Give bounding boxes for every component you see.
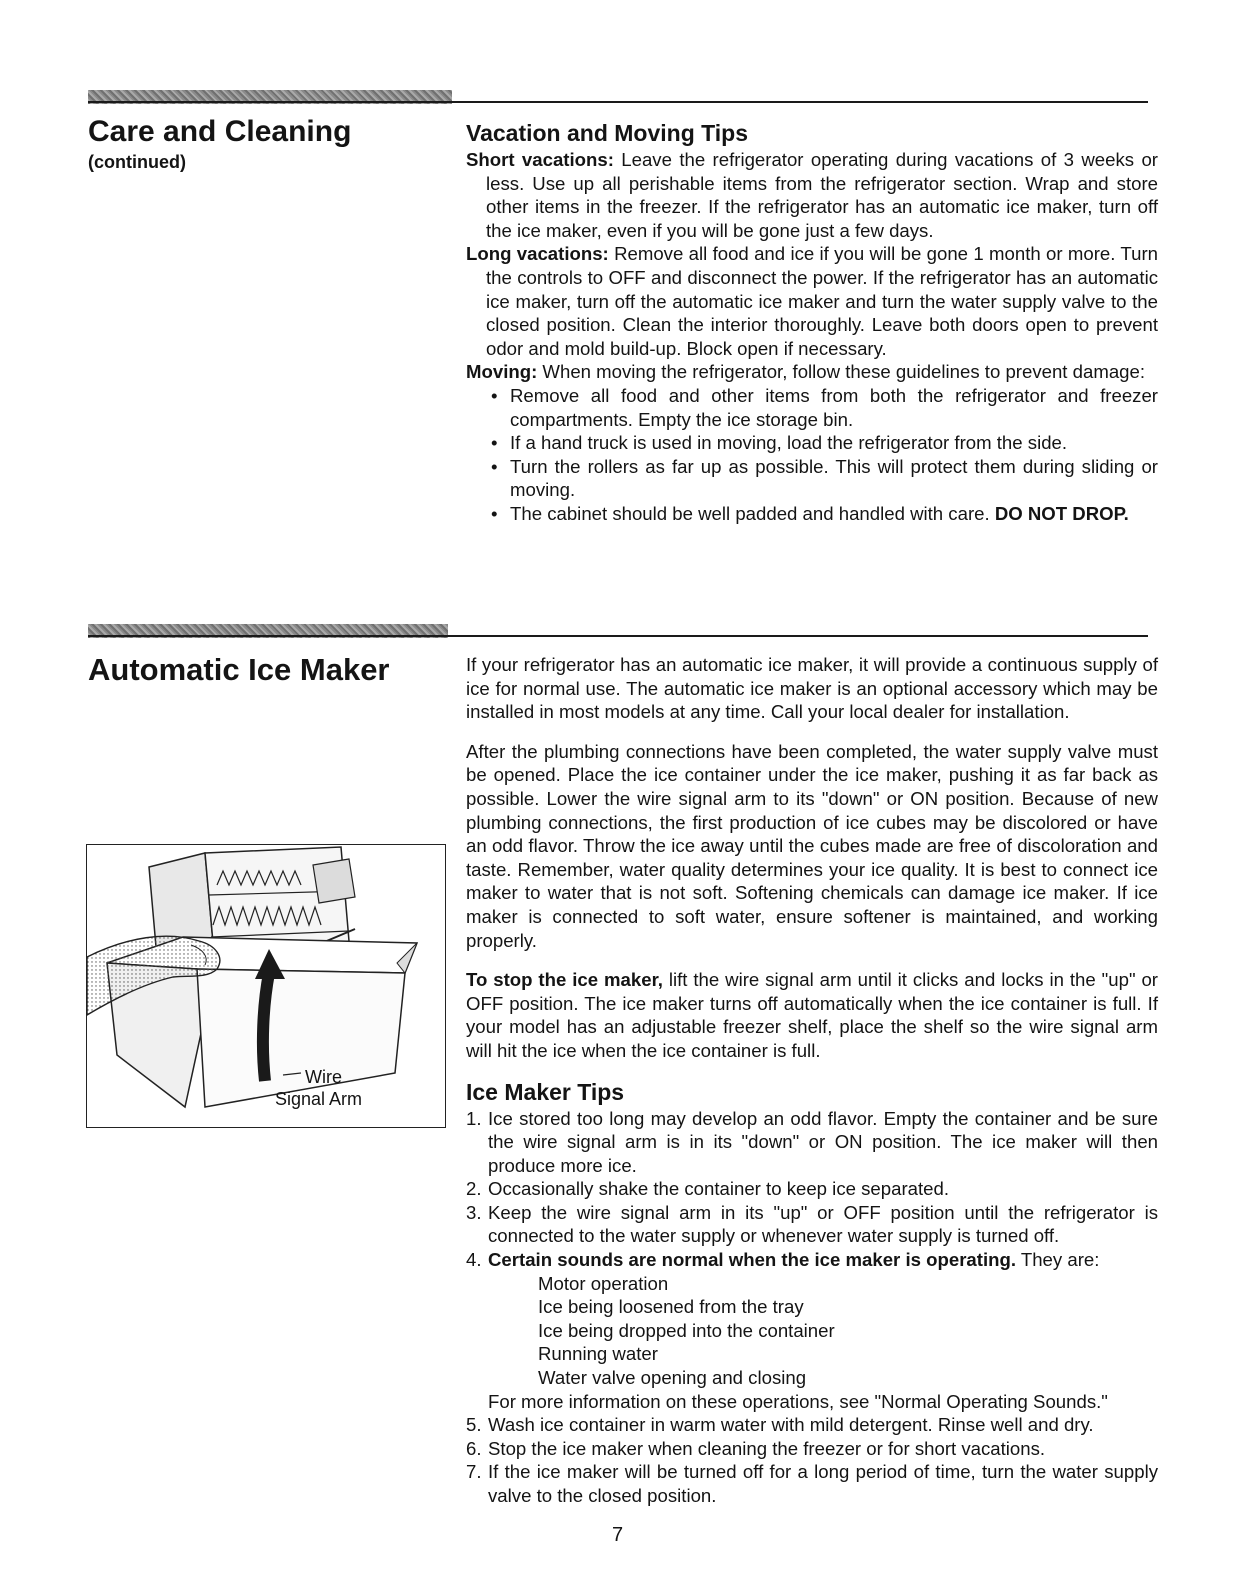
moving-bullet	[466, 502, 1158, 526]
ice-maker-content	[466, 653, 1158, 1508]
figure-label-signal-arm: Signal Arm	[275, 1089, 363, 1109]
sound-item: Ice being loosened from the tray	[538, 1296, 804, 1318]
do-not-drop-warning: DO NOT DROP.	[994, 502, 1129, 524]
ice-intro: If your refrigerator has an automatic ice maker, it will provide a continuous supply of ice for normal use. The automatic ice maker is an optional accessory which may be installed in most models at any time. Call your local dealer for installation.	[466, 654, 1158, 723]
tip-item: 4. Certain sounds are normal when the ice maker is operating. They are:	[466, 1249, 1100, 1271]
tip-item: 2. Occasionally shake the container to keep ice separated.	[466, 1178, 949, 1200]
tip-item: 7. If the ice maker will be turned off for a long period of time, turn the water supply valve to the closed position.	[466, 1461, 1158, 1506]
moving-text: When moving the refrigerator, follow these guidelines to prevent damage:	[537, 361, 1146, 383]
tip-item: 5. Wash ice container in warm water with mild detergent. Rinse well and dry.	[466, 1414, 1094, 1436]
plumbing-paragraph: After the plumbing connections have been completed, the water supply valve must be opened. Place the ice container under the ice maker, pushing it as far back as possible. Lower the wire signal arm to its "down" or ON position. Because of new plumbing connections, the first production of ice cubes may be discolored or have an odd flavor. Throw the ice away until the cubes made are free of discoloration and taste. Remember, water quality determines your ice quality. It is best to connect ice maker to water that is not soft. Softening chemicals can damage ice maker. If ice maker is connected to soft water, ensure softener is maintained, and working properly.	[466, 740, 1158, 951]
tip-item: 6. Stop the ice maker when cleaning the freezer or for short vacations.	[466, 1437, 1046, 1459]
long-vacations-paragraph	[466, 242, 1158, 360]
moving-bullet: • Remove all food and other items from both the refrigerator and freezer compartments. Empty the ice storage bin.	[466, 384, 1158, 431]
tip-item: 3. Keep the wire signal arm in its "up" or OFF position until the refrigerator is connected to the water supply or whenever water supply is turned off.	[466, 1201, 1158, 1247]
moving-bullet: • If a hand truck is used in moving, load the refrigerator from the side.	[466, 431, 1158, 455]
moving-paragraph	[466, 360, 1158, 384]
moving-label: Moving:	[466, 361, 538, 383]
ice-maker-drawing	[87, 845, 446, 1128]
stop-paragraph	[466, 968, 1158, 1062]
sound-item: Motor operation	[538, 1272, 669, 1294]
sound-item: Ice being dropped into the container	[538, 1319, 835, 1341]
vacation-heading: Vacation and Moving Tips	[466, 120, 749, 146]
short-vacations-label: Short vacations:	[466, 149, 614, 170]
page-number: 7	[612, 1524, 624, 1546]
long-vacations-label: Long vacations:	[466, 243, 609, 265]
short-vacations-paragraph	[466, 148, 1158, 242]
section-title-care: Care and Cleaning	[88, 115, 352, 148]
tips-heading: Ice Maker Tips	[466, 1078, 625, 1105]
stop-text: lift the wire signal arm until it clicks and locks in the "up" or OFF position. The ice maker turns off automatically when the ice container is full. If your model has an adjustable freezer shelf, place the shelf so the wire signal arm will hit the ice when the ice container is full.	[466, 969, 1158, 1061]
sound-item: Water valve opening and closing	[538, 1367, 807, 1389]
more-info: For more information on these operations, see "Normal Operating Sounds."	[488, 1390, 1108, 1412]
sound-item: Running water	[538, 1343, 658, 1365]
section-subtitle: (continued)	[88, 152, 186, 172]
figure-label-wire: Wire	[305, 1067, 342, 1087]
vacation-tips	[466, 118, 1158, 526]
section-rule-care	[88, 101, 1148, 103]
tip-bold-text: Certain sounds are normal when the ice maker is operating.	[488, 1249, 1017, 1271]
tip-item: 1. Ice stored too long may develop an odd flavor. Empty the container and be sure the wire signal arm is in its "down" or ON position. The ice maker will then produce more ice.	[466, 1107, 1158, 1176]
stop-label: To stop the ice maker,	[466, 969, 663, 991]
bullet-text: The cabinet should be well padded and handled with care.	[510, 502, 995, 524]
section-rule-ice	[88, 635, 1148, 637]
section-title-ice: Automatic Ice Maker	[88, 652, 390, 687]
short-vacations-text: Leave the refrigerator operating during vacations of 3 weeks or less. Use up all perishable items from the refrigerator section. Wrap and store other items in the freezer. If the refrigerator has an automatic ice maker, turn off the ice maker, even if you will be gone just a few days.	[486, 149, 1158, 241]
moving-bullet: • Turn the rollers as far up as possible. This will protect them during sliding or moving.	[466, 455, 1158, 502]
ice-maker-illustration	[86, 844, 446, 1128]
long-vacations-text: Remove all food and ice if you will be gone 1 month or more. Turn the controls to OFF and disconnect the power. If the refrigerator has an automatic ice maker, turn off the automatic ice maker and turn the water supply valve to the closed position. Clean the interior thoroughly. Leave both doors open to prevent odor and mold build-up. Block open if necessary.	[486, 243, 1158, 359]
